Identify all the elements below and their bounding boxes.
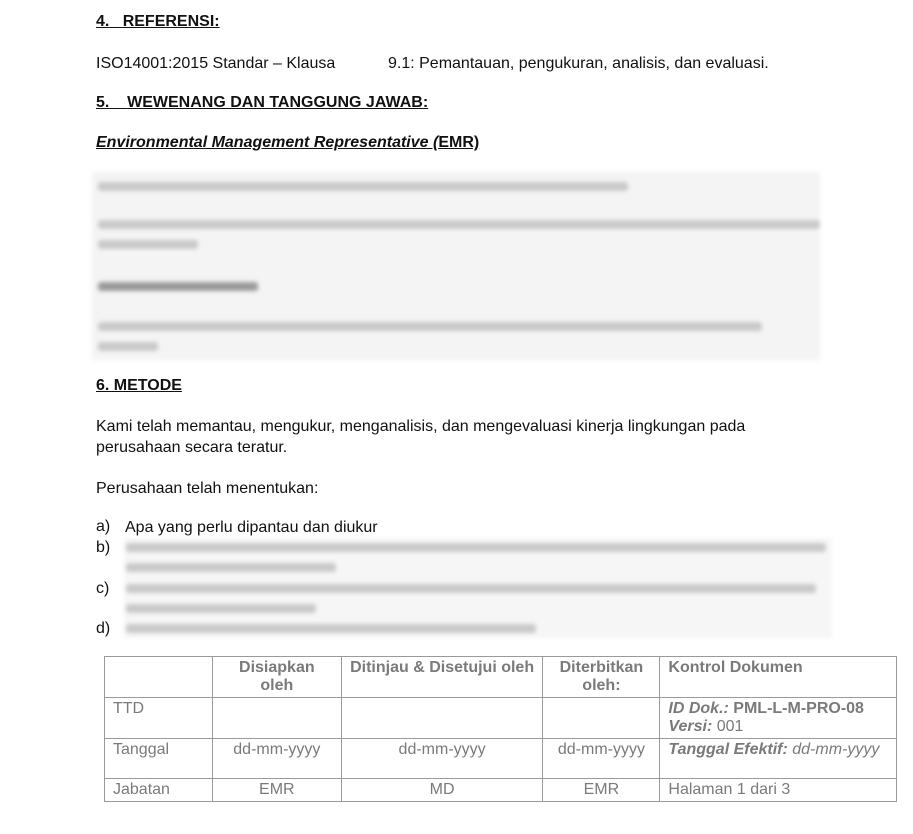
section-5-heading <box>96 94 428 112</box>
section-4-heading <box>96 13 220 31</box>
list-label-c: c) <box>96 580 110 597</box>
table-header-row <box>105 657 897 698</box>
section-title: WEWENANG DAN TANGGUNG JAWAB: <box>127 94 429 111</box>
table-row <box>105 779 897 802</box>
header-empty <box>105 657 213 698</box>
list-label-b: b) <box>96 539 111 556</box>
doc-id-value: PML-L-M-PRO-08 <box>728 700 864 717</box>
position-prepared: EMR <box>212 779 341 802</box>
row-label: Jabatan <box>105 779 213 802</box>
row-label: TTD <box>105 698 213 739</box>
signature-reviewed <box>341 698 543 739</box>
method-paragraph: Kami telah memantau, mengukur, menganalisis, dan mengevaluasi kinerja lingkungan pada perusahaan secara teratur. <box>96 418 746 456</box>
redacted-list-items <box>124 538 832 638</box>
role-name: Environmental Management Representative ( <box>96 134 439 151</box>
section-6-heading: 6. METODE <box>96 377 182 394</box>
page-info: Halaman 1 dari 3 <box>660 779 897 802</box>
date-reviewed: dd-mm-yyyy <box>341 739 543 779</box>
table-row <box>105 739 897 779</box>
section-number: 4. <box>96 13 110 30</box>
list-item-a: Apa yang perlu dipantau dan diukur <box>125 519 378 536</box>
document-control-table <box>104 656 897 802</box>
date-prepared: dd-mm-yyyy <box>212 739 341 779</box>
reference-clause-left: ISO14001:2015 Standar – Klausa <box>96 55 336 72</box>
section-number: 5. <box>96 94 110 111</box>
effective-date-cell <box>660 739 897 779</box>
header-document-control: Kontrol Dokumen <box>660 657 897 698</box>
doc-id-cell <box>660 698 897 739</box>
table-row <box>105 698 897 739</box>
date-issued: dd-mm-yyyy <box>543 739 660 779</box>
section-title: REFERENSI: <box>122 13 220 30</box>
redacted-responsibilities-block <box>92 172 820 360</box>
effective-date-label: Tanggal Efektif: <box>668 741 788 758</box>
reference-clause-right: 9.1: Pemantauan, pengukuran, analisis, dan evaluasi. <box>388 55 769 72</box>
method-intro: Perusahaan telah menentukan: <box>96 480 319 497</box>
row-label: Tanggal <box>105 739 213 779</box>
list-label-d: d) <box>96 620 111 637</box>
list-label-a: a) <box>96 518 111 535</box>
version-value: 001 <box>712 718 744 735</box>
position-reviewed: MD <box>341 779 543 802</box>
role-abbreviation: EMR) <box>438 134 480 151</box>
header-issued: Diterbitkan oleh: <box>543 657 660 698</box>
header-reviewed: Ditinjau & Disetujui oleh <box>341 657 543 698</box>
effective-date-value: dd-mm-yyyy <box>787 741 880 758</box>
header-prepared: Disiapkan oleh <box>212 657 341 698</box>
doc-id-label: ID Dok.: <box>668 700 729 717</box>
position-issued: EMR <box>543 779 660 802</box>
signature-issued <box>543 698 660 739</box>
signature-prepared <box>212 698 341 739</box>
version-label: Versi: <box>668 718 713 735</box>
role-heading <box>96 134 479 152</box>
